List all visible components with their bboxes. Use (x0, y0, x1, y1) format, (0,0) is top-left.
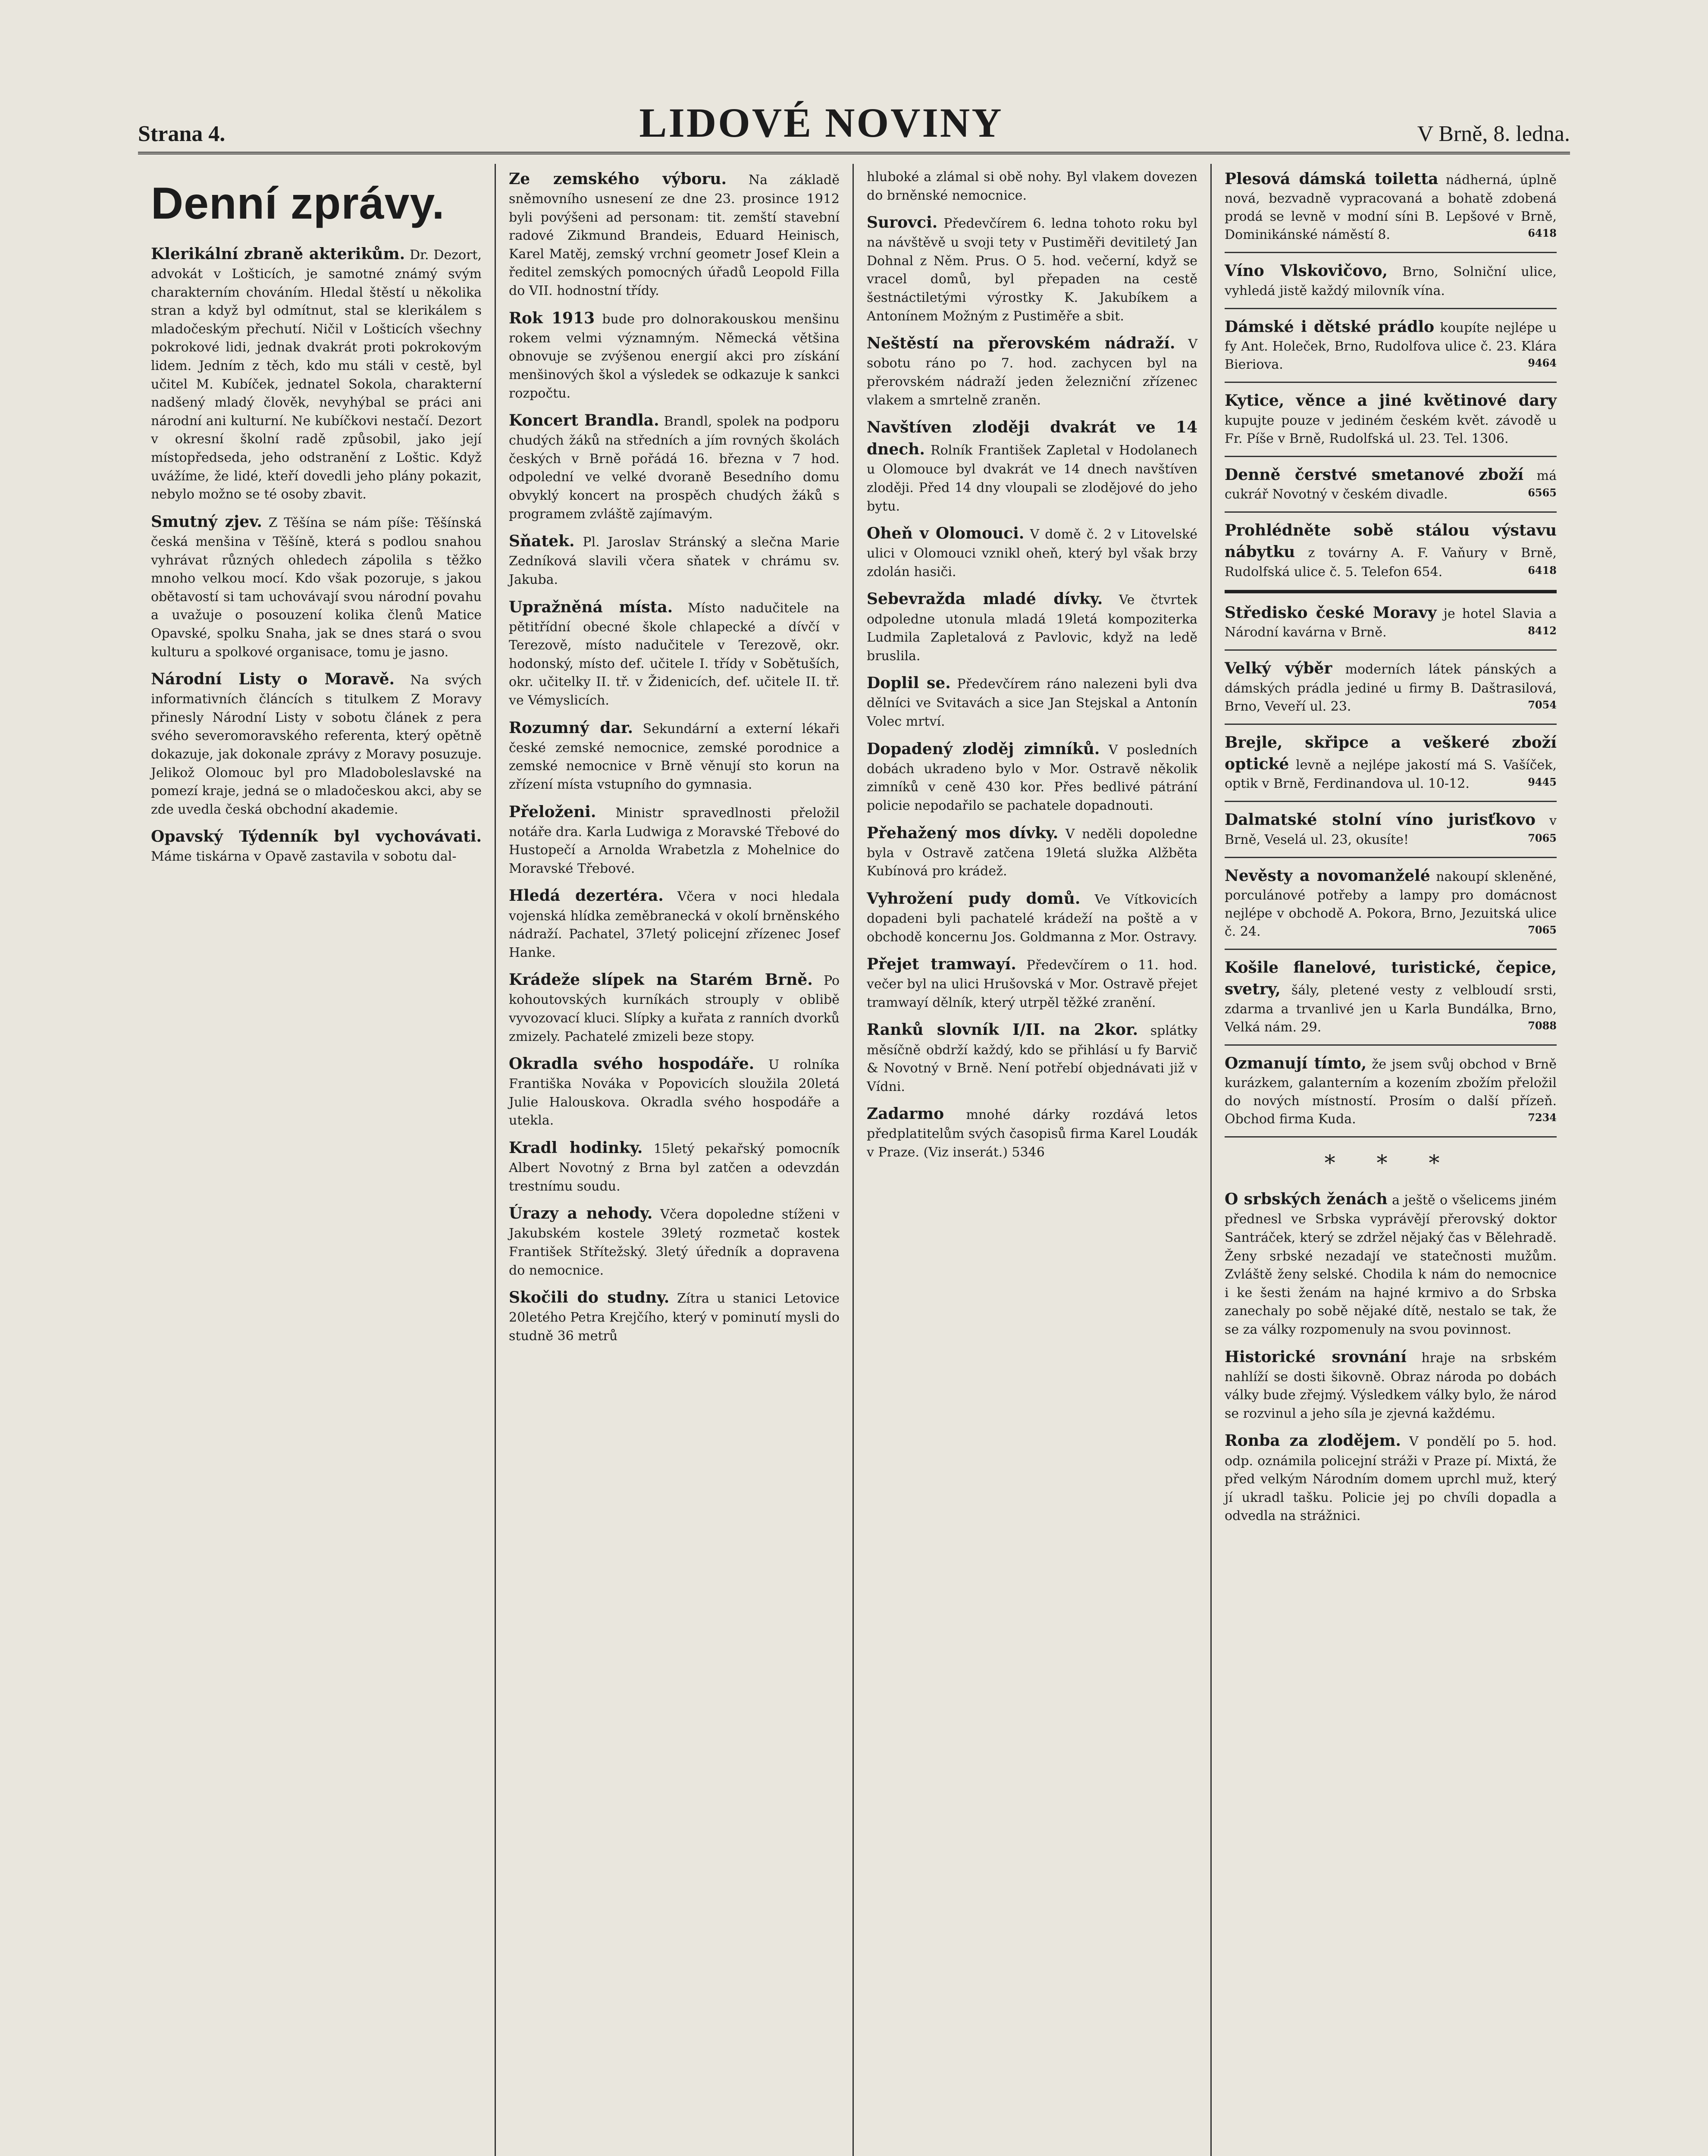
news-item-heading: Vyhrožení pudy domů. (867, 889, 1081, 908)
news-item-body: Pl. Jaroslav Stránský a slečna Marie Zedníková slavili včera sňatek v chrámu sv. Jakuba. (509, 535, 840, 587)
news-item (509, 596, 840, 710)
news-item (151, 243, 482, 504)
ad-code: 7065 (1528, 924, 1557, 937)
classified-ad (1225, 316, 1557, 374)
ad-separator (1225, 857, 1557, 858)
ad-body: šály, pletené vesty z velbloudí srsti, zdarma a trvanlivé jen u Karla Bundálka, Brno, Velká nám. 29. (1225, 983, 1557, 1035)
ad-body: levně a nejlépe jakostí má S. Vašíček, optik v Brně, Ferdinandova ul. 10-12. (1225, 757, 1557, 792)
news-item-heading: Klerikální zbraně akterikům. (151, 245, 405, 263)
section-stars: * * * (1324, 1150, 1457, 1176)
news-item (867, 168, 1197, 205)
ad-body: kupujte pouze v jediném českém květ. závodě u Fr. Píše v Brně, Rudolfská ul. 23. Tel. 1306. (1225, 413, 1557, 446)
classified-ad (1225, 260, 1557, 300)
classified-ad (1225, 658, 1557, 715)
news-item (151, 826, 482, 866)
news-item-body: Ve Vítkovicích dopadeni byli pachatelé krádeží na poště a v obchodě koncernu Jos. Goldmanna z Mor. Ostravy. (867, 892, 1197, 945)
ad-separator (1225, 1136, 1557, 1138)
column-4-ads (1212, 164, 1570, 2156)
ad-body: z továrny A. F. Vaňury v Brně, Rudolfská ulice č. 5. Telefon 654. (1225, 545, 1557, 580)
news-item-body: V pondělí po 5. hod. odp. oznámila policejní stráži v Praze pí. Mixtá, že před velkým Národním domem uprchl muž, který jí ukradl tašku. Policie jej po chvíli dopadla a odvedla na strážnici. (1225, 1434, 1557, 1524)
issue-date: V Brně, 8. ledna. (1417, 122, 1570, 146)
news-item (867, 523, 1197, 581)
news-item (867, 822, 1197, 881)
news-item (1225, 1430, 1557, 1525)
ad-code: 7234 (1528, 1111, 1557, 1124)
news-item (509, 1203, 840, 1280)
news-item-body: Včera v noci hledala vojenská hlídka zeměbranecká v okolí brněnského nádraží. Pachatel, 37letý policejní zřízenec Josef Hanke. (509, 889, 840, 960)
ad-code: 7065 (1528, 831, 1557, 844)
ad-body: v Brně, Veselá ul. 23, okusíte! (1225, 813, 1557, 847)
news-item-body: Ministr spravedlnosti přeložil notáře dra. Karla Ludwiga z Moravské Třebové do Hustopečí a Arnolda Wrabetzla z Mohelnice do Moravské Třebové. (509, 805, 840, 876)
ad-code: 9464 (1528, 357, 1557, 370)
news-item (509, 1053, 840, 1130)
news-item-body: Po kohoutovských kurníkách strouply v oblibě vyvozovací kluci. Slípky a kuřata z ranních dvorků zmizely. Pachatelé zmizeli beze stopy. (509, 973, 840, 1044)
ad-code: 7054 (1528, 698, 1557, 711)
news-item-body: U rolníka Františka Nováka v Popovicích sloužila 20letá Julie Halouskova. Okradla svého hospodáře a utekla. (509, 1057, 840, 1128)
news-item-body: Včera dopoledne stíženi v Jakubském kostele 39letý rozmetač kostek František Střítežský. 3letý úředník a dopravena do nemocnice. (509, 1207, 840, 1278)
classified-ad (1225, 390, 1557, 448)
ad-separator (1225, 801, 1557, 802)
header-rule (138, 152, 1570, 154)
ad-heading: Denně čerstvé smetanové zboží (1225, 465, 1524, 484)
article-columns (138, 164, 1570, 2156)
ad-heading: Dalmatské stolní víno jurisťkovo (1225, 811, 1536, 829)
ad-separator (1225, 724, 1557, 725)
news-item (867, 1019, 1197, 1096)
news-item-heading: Rozumný dar. (509, 718, 633, 737)
news-item-body: Dr. Dezort, advokát v Lošticích, je samotné známý svým charakterním chováním. Hledal štěstí u několika stran a když byl odmítnut, stal se klerikálem s mladočeským přechutí. Ničil v Lošticích všechny pokrokové lidi, jednak dvakrát proti pokrokovým lidem. Jedním z těch, kdo mu stáli v cestě, byl učitel M. Kubíček, jednatel Sokola, charakterní nadšený mladý člověk, nevyhýbal se práci ani národní ani kulturní. Ne kubíčkovi nestačí. Dezort v okresní školní radě způsobil, jako její místopředseda, jeho odstranění z Loštic. Když uvážíme, že lidé, kteří dovedli jeho plány pokazit, nebylo možno se té osoby zbavit. (151, 248, 482, 502)
news-item-heading: Zadarmo (867, 1105, 944, 1123)
ad-body: moderních látek pánských a dámských prádla jediné u firmy B. Daštrasilová, Brno, Veveří ul. 23. (1225, 662, 1557, 714)
news-item-heading: Hledá dezertéra. (509, 887, 664, 905)
news-item-heading: Úrazy a nehody. (509, 1204, 653, 1223)
news-item-heading: Přejet tramwayí. (867, 955, 1016, 974)
news-item (509, 168, 840, 301)
classified-ad (1225, 602, 1557, 642)
ad-heading: Košile flanelové, turistické, čepice, svetry, (1225, 959, 1557, 999)
ad-body: je hotel Slavia a Národní kavárna v Brně. (1225, 606, 1557, 640)
classified-ad (1225, 732, 1557, 793)
news-item-heading: Kradl hodinky. (509, 1139, 643, 1157)
ad-heading: Ozmanují tímto, (1225, 1054, 1367, 1072)
news-item (1225, 1346, 1557, 1423)
section-title: Denní zprávy. (151, 179, 445, 229)
news-item (867, 417, 1197, 516)
classified-ad (1225, 464, 1557, 504)
news-item-heading: Přeloženi. (509, 802, 596, 821)
ad-body: že jsem svůj obchod v Brně kurázkem, galanterním a kozením zbožím přeložil do nových místností. Prosím o další přízeň. Obchod firma Kuda. (1225, 1056, 1557, 1127)
ad-heading: Kytice, věnce a jiné květinové dary (1225, 392, 1557, 410)
news-item-heading: O srbských ženách (1225, 1190, 1388, 1209)
news-item-heading: Národní Listy o Moravě. (151, 670, 395, 689)
news-item (151, 668, 482, 819)
classified-ad (1225, 865, 1557, 941)
news-item-heading: Neštěstí na přerovském nádraží. (867, 334, 1175, 353)
news-item-body: Předevčírem o 11. hod. večer byl na ulici Hrušovská v Mor. Ostravě přejet tramwayí dělník, který utrpěl těžké zranění. (867, 958, 1197, 1010)
news-item-heading: Ze zemského výboru. (509, 170, 727, 188)
news-item (509, 530, 840, 589)
ad-separator (1225, 511, 1557, 513)
news-item (509, 1137, 840, 1196)
ad-separator (1225, 252, 1557, 253)
news-item (867, 1103, 1197, 1162)
news-item-body: Na základě sněmovního usnesení ze dne 23. prosince 1912 byli povýšeni ad personam: tit. zemští stavební radové Zikmund Brandeis, Eduard Heinisch, Karel Matěj, zemský vrchní geometr Josef Klein a ředitel zemských pomocných úřadů Leopold Filla do VII. hodnostní třídy. (509, 172, 840, 299)
news-item (867, 588, 1197, 665)
news-item (151, 511, 482, 661)
column-2 (496, 164, 854, 2156)
news-item-heading: Ranků slovník I/II. na 2kor. (867, 1021, 1138, 1039)
ad-separator (1225, 308, 1557, 309)
ad-heading: Nevěsty a novomanželé (1225, 866, 1430, 885)
news-item-body: Na svých informativních článcích s titulkem Z Moravy přinesly Národní Listy v sobotu článek z pera svého severomoravského referenta, který opětně dokazuje, jak dokonale zprávy z Moravy posuzuje. Jelikož Olomouc byl pro Mladoboleslavské na pomezí kraje, jedná se o mladočeskou akci, aby se zde uvedla česká obchodní akademie. (151, 673, 482, 817)
ad-heading: Plesová dámská toiletta (1225, 170, 1438, 188)
ad-heading: Brejle, skřipce a veškeré zboží optické (1225, 733, 1557, 773)
news-item (867, 888, 1197, 946)
ad-separator (1225, 1044, 1557, 1046)
ad-heading: Velký výběr (1225, 659, 1332, 678)
news-item-body: hluboké a zlámal si obě nohy. Byl vlakem dovezen do brněnské nemocnice. (867, 169, 1197, 203)
ad-separator (1225, 590, 1557, 593)
news-item-heading: Historické srovnání (1225, 1348, 1407, 1366)
news-item (867, 953, 1197, 1012)
news-item-body: Sekundární a externí lékaři české zemské nemocnice, zemské porodnice a zemské nemocnice v Brně věnují sto korun na zřízení místa vstupního do gymnasia. (509, 721, 840, 792)
news-item-body: Předevčírem 6. ledna tohoto roku byl na návštěvě u svoji tety v Pustiměři devitiletý Jan Dohnal z Něm. Prus. O 5. hod. večerní, když se vracel domů, byl přepaden na cestě šestnáctiletými výrostky K. Jakubíkem a Antonínem Možným z Pustiměře a sbit. (867, 216, 1197, 324)
news-item-heading: Upražněná místa. (509, 598, 673, 616)
news-item-body: hraje na srbském nahlíží se dosti šikovně. Obraz národa po dobách války bude zřejmý. Výsledkem války bylo, že národ se rozvinul a jeho síla je zjevná každému. (1225, 1350, 1557, 1421)
ad-separator (1225, 649, 1557, 651)
news-item-body: V neděli dopoledne byla v Ostravě zatčena 19letá služka Alžběta Kubínová pro krádež. (867, 826, 1197, 879)
news-item (509, 717, 840, 794)
news-item-body: Ve čtvrtek odpoledne utonula mladá 19letá kompoziterka Ludmila Zapletalová z Pavlovic, když na ledě bruslila. (867, 592, 1197, 664)
news-item-heading: Skočili do studny. (509, 1288, 670, 1307)
ad-separator (1225, 456, 1557, 457)
news-item-heading: Navštíven zloději dvakrát ve 14 dnech. (867, 418, 1197, 459)
news-item (867, 738, 1197, 815)
ad-code: 6565 (1528, 486, 1557, 499)
column-3 (854, 164, 1212, 2156)
ad-heading: Dámské i dětské prádlo (1225, 317, 1435, 336)
news-item-body: Z Těšína se nám píše: Těšínská česká menšina v Těšíně, která s podlou snahou vyhrávat různých ohledech zápolila s těžko mnoho velkou mocí. Kdo však pozoruje, s jakou obětavostí si tam uchovávají svou národní povahu a uvažuje o posouzení kolika členů Matice Opavské, spolku Snaha, jak se dnes stará o svou kulturu a spolkové organisace, tomu je jasno. (151, 515, 482, 660)
news-item-body: Máme tiskárna v Opavě zastavila v sobotu dal- (151, 849, 457, 865)
column-1 (138, 164, 496, 2156)
news-item (867, 672, 1197, 731)
news-item (509, 1287, 840, 1345)
news-item-heading: Smutný zjev. (151, 512, 262, 531)
newspaper-masthead: LIDOVÉ NOVINY (639, 100, 1003, 146)
ad-code: 7088 (1528, 1019, 1557, 1032)
news-item-heading: Sňatek. (509, 532, 575, 551)
ad-heading: Středisko české Moravy (1225, 603, 1437, 622)
ad-code: 6418 (1528, 564, 1557, 577)
news-item-body: 15letý pekařský pomocník Albert Novotný z Brna byl zatčen a odevzdán trestnímu soudu. (509, 1141, 840, 1194)
news-item-body: Předevčírem ráno nalezeni byli dva dělníci ve Svitavách a sice Jan Stejskal a Antonín Volec mrtví. (867, 677, 1197, 730)
running-head (138, 99, 1570, 147)
news-item-heading: Opavský Týdenník byl vychovávati. (151, 827, 482, 846)
news-item (509, 410, 840, 523)
ad-body: Brno, Solniční ulice, vyhledá jistě každý milovník vína. (1225, 264, 1557, 298)
news-item (1225, 1188, 1557, 1339)
classified-ad (1225, 957, 1557, 1037)
classified-ad (1225, 168, 1557, 244)
news-item-body: V posledních dobách ukradeno bylo v Mor. Ostravě několik zimníků v ceně 430 kor. Přes bedlivé pátrání policie nepodařilo se pachatele dopadnouti. (867, 742, 1197, 813)
ad-code: 9445 (1528, 776, 1557, 789)
news-item-heading: Surovci. (867, 213, 938, 232)
ad-body: nádherná, úplně nová, bezvadně vypracovaná a bohatě zdobená prodá se levně v modní síni B. Lepšové v Brně, Dominikánské náměstí 8. (1225, 172, 1557, 243)
news-item-heading: Doplil se. (867, 674, 951, 693)
news-item-body: Zítra u stanici Letovice 20letého Petra Krejčího, který v pominutí mysli do studně 36 metrů (509, 1291, 840, 1344)
news-item-body: Rolník František Zapletal v Hodolanech u Olomouce byl dvakrát ve 14 dnech navštíven zloději. Před 14 dny vloupali se zlodějové do jeho bytu. (867, 443, 1197, 514)
classified-ad (1225, 520, 1557, 581)
news-item-heading: Rok 1913 (509, 309, 595, 327)
news-item-heading: Krádeže slípek na Starém Brně. (509, 971, 813, 989)
news-item-body: a ještě o všelicems jiném přednesl ve Srbska vyprávějí přerovský doktor Santráček, který se zdržel nějaký čas v Bělehradě. Ženy srbské nezadají ve statečnosti mužům. Zvláště ženy selské. Chodila k nám do nemocnice i ke šesti ženám na hajné krmivo a do Srbska zanechaly po sobě nějaké dítě, nestalo se tak, že se za války rozpomenuly na svou povinnost. (1225, 1193, 1557, 1337)
ad-code: 6418 (1528, 227, 1557, 240)
news-item-body: V sobotu ráno po 7. hod. zachycen byl na přerovském nádraží jeden železniční zřízenec vlakem a smrtelně zraněn. (867, 337, 1198, 408)
classified-ad (1225, 1053, 1557, 1128)
news-item-heading: Přehažený mos dívky. (867, 824, 1059, 842)
news-item (509, 969, 840, 1046)
news-item-heading: Dopadený zloděj zimníků. (867, 740, 1100, 758)
news-item (867, 332, 1197, 410)
news-item (509, 801, 840, 878)
ad-separator (1225, 382, 1557, 383)
news-item-body: Brandl, spolek na podporu chudých žáků na středních a jím rovných školách českých v Brně pořádá 16. března v 7 hod. odpolední ve velké dvoraně Besedního domu obvyklý koncert na prospěch chudých žáků s programem zvláště zajímavým. (509, 414, 840, 522)
ad-heading: Víno Vlskovičovo, (1225, 262, 1388, 280)
news-item-body: Místo nadučitele na pětitřídní obecné škole chlapecké a dívčí v Terezově, místo nadučitele v Terezově, okr. hodonský, místo def. učitele I. třídy v Sobětuších, okr. učitelky II. tř. v Židenicích, def. učitele II. tř. ve Vémyslicích. (509, 600, 840, 708)
ad-heading: Prohlédněte sobě stálou výstavu nábytku (1225, 521, 1557, 561)
news-item (509, 885, 840, 962)
news-item-body: mnohé dárky rozdává letos předplatitelům svých časopisů firma Karel Loudák v Praze. (Viz inserát.) 5346 (867, 1107, 1197, 1160)
ad-body: koupíte nejlépe u fy Ant. Holeček, Brno, Rudolfova ulice č. 23. Klára Bieriova. (1225, 320, 1557, 373)
news-item (509, 307, 840, 403)
ad-code: 8412 (1528, 624, 1557, 637)
news-item-body: splátky měsíčně obdrží každý, kdo se přihlásí u fy Barvič & Novotný v Brně. Není potřebí objednávati již v Vídni. (867, 1023, 1197, 1094)
news-item-body: bude pro dolnorakouskou menšinu rokem velmi významným. Německá většina obnovuje se zvýšenou energií akci pro získání menšinových škol a výsledek se odkazuje k sankci rozpočtu. (509, 311, 840, 401)
page-number: Strana 4. (138, 122, 226, 146)
news-item-body: V domě č. 2 v Litovelské ulici v Olomouci vznikl oheň, který byl však brzy zdolán hasiči. (867, 527, 1197, 580)
news-item-heading: Ronba za zlodějem. (1225, 1432, 1401, 1450)
ad-body: má cukrář Novotný v českém divadle. (1225, 468, 1557, 502)
news-item (867, 212, 1197, 326)
classified-ad (1225, 809, 1557, 849)
news-item-heading: Okradla svého hospodáře. (509, 1055, 755, 1073)
ad-body: nakoupí skleněné, porculánové potřeby a lampy pro domácnost nejlépe v obchodě A. Pokora, Brno, Jezuitská ulice č. 24. (1225, 869, 1557, 940)
news-item-heading: Koncert Brandla. (509, 411, 659, 430)
news-item-heading: Sebevražda mladé dívky. (867, 590, 1103, 608)
news-item-heading: Oheň v Olomouci. (867, 524, 1025, 543)
ad-separator (1225, 949, 1557, 950)
